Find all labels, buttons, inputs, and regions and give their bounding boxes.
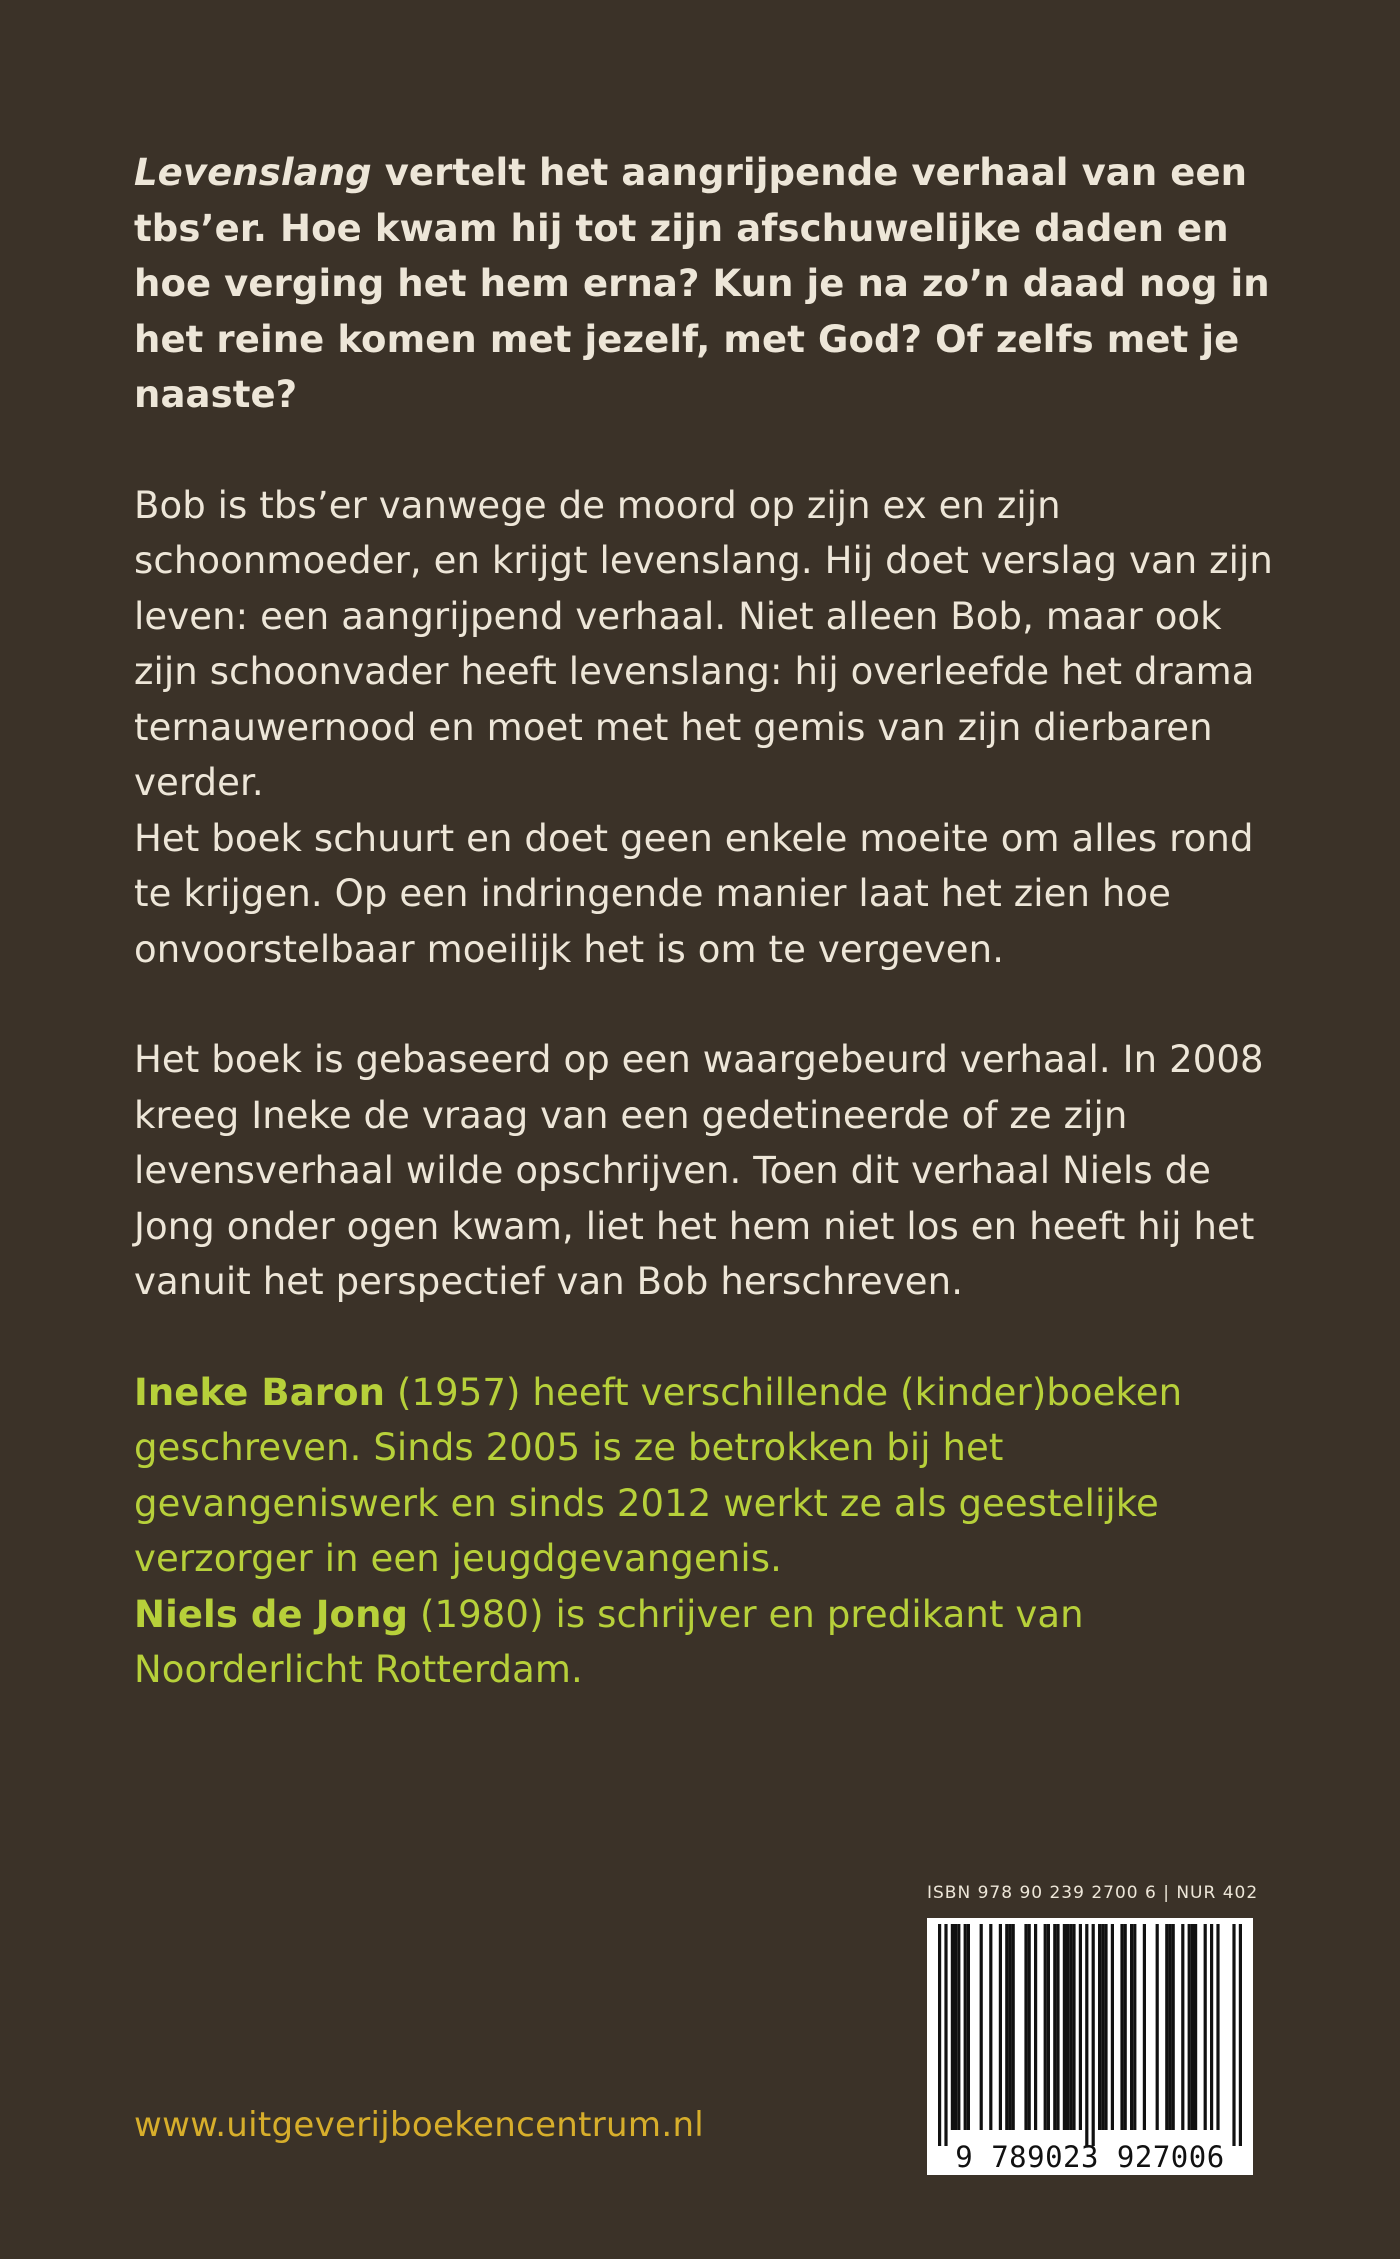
barcode-bar	[951, 1924, 954, 2130]
barcode-bar	[1130, 1924, 1133, 2130]
barcode-bar	[1172, 1924, 1175, 2130]
barcode-bar	[1191, 1924, 1194, 2130]
background-paragraph: Het boek is gebaseerd op een waargebeurd verhaal. In 2008 kreeg Ineke de vraag van een gedetineerde of ze zijn levensverhaal wilde opschrijven. Toen dit verhaal Niels de Jong onder ogen kwam, liet het hem niet los en heeft hij het vanuit het perspectief van Bob herschreven.	[134, 1038, 1264, 1303]
barcode-bar	[1069, 1924, 1072, 2130]
barcode-bar	[1047, 1924, 1050, 2130]
barcode-bars	[927, 1918, 1253, 2175]
barcode-bar	[1181, 1924, 1184, 2130]
barcode-bar	[1079, 1924, 1082, 2130]
barcode-bar	[1239, 1924, 1242, 2146]
barcode-bar	[967, 1924, 970, 2130]
barcode-bar	[1124, 1924, 1127, 2130]
barcode-bar	[1133, 1924, 1136, 2130]
barcode-bar	[1165, 1924, 1168, 2130]
barcode-bar	[1188, 1924, 1191, 2130]
intro-text: vertelt het aangrijpende verhaal van een tbs’er. Hoe kwam hij tot zijn afschuwelijke daden en hoe verging het hem erna? Kun je na zo’n daad nog in het reine komen met jezelf, met God? Of zelfs met je naaste?	[134, 151, 1270, 416]
barcode-bar	[1008, 1924, 1011, 2130]
isbn-block	[927, 1882, 1259, 2175]
barcode-bar	[1156, 1924, 1159, 2130]
barcode-bar	[1012, 1924, 1015, 2130]
barcode-bar	[964, 1924, 967, 2130]
author-bio-1	[134, 1365, 1274, 1587]
barcode-bar	[999, 1924, 1002, 2130]
summary-paragraph-1: Bob is tbs’er vanwege de moord op zijn ex en zijn schoonmoeder, en krijgt levenslang. Hij doet verslag van zijn leven: een aangrijpend verhaal. Niet alleen Bob, maar ook zijn schoonvader heeft levenslang: hij overleefde het drama ternauwernood en moet met het gemis van zijn dierbaren verder.	[134, 483, 1273, 804]
barcode-bar	[1120, 1924, 1123, 2130]
intro-paragraph	[134, 145, 1274, 423]
barcode-bar	[1210, 1924, 1213, 2130]
barcode-bar	[1024, 1924, 1027, 2130]
barcode-bar	[980, 1924, 983, 2130]
barcode-bar	[1056, 1924, 1059, 2130]
author-name-2: Niels de Jong	[134, 1592, 409, 1636]
isbn-line: ISBN 978 90 239 2700 6 | NUR 402	[927, 1883, 1259, 1903]
barcode-number: 9 789023 927006	[955, 2140, 1225, 2174]
barcode-bar	[1072, 1924, 1075, 2130]
barcode-bar	[1168, 1924, 1171, 2130]
barcode-bar	[1111, 1924, 1114, 2130]
barcode-bar	[1143, 1924, 1146, 2130]
barcode-bar	[944, 1924, 947, 2146]
book-title-italic: Levenslang	[134, 151, 372, 194]
barcode-bar	[1005, 1924, 1008, 2130]
barcode	[927, 1918, 1253, 2175]
barcode-bar	[1044, 1924, 1047, 2130]
author-name-1: Ineke Baron	[134, 1370, 386, 1414]
author-bio-text-1: (1957) heeft verschillende (kinder)boeken geschreven. Sinds 2005 is ze betrokken bij het gevangeniswerk en sinds 2012 werkt ze als geestelijke verzorger in een jeugdgevangenis.	[134, 1370, 1183, 1580]
barcode-bar	[1232, 1924, 1235, 2146]
barcode-bar	[954, 1924, 957, 2130]
barcode-bar	[1066, 1924, 1069, 2130]
barcode-bar	[1063, 1924, 1066, 2130]
barcode-bar	[1101, 1924, 1104, 2130]
author-bio-text-2: (1980) is schrijver en predikant van Noorderlicht Rotterdam.	[134, 1592, 1084, 1691]
barcode-bar	[1194, 1924, 1197, 2130]
barcode-bar	[1053, 1924, 1056, 2130]
barcode-bar	[1028, 1924, 1031, 2130]
summary-paragraph-2: Het boek schuurt en doet geen enkele moeite om alles rond te krijgen. Op een indringende manier laat het zien hoe onvoorstelbaar moeilijk het is om te vergeven.	[134, 816, 1254, 971]
author-bio-2	[134, 1587, 1274, 1698]
barcode-bar	[1216, 1924, 1219, 2130]
barcode-bar	[1098, 1924, 1101, 2130]
barcode-bar	[1092, 1924, 1095, 2146]
barcode-bar	[957, 1924, 960, 2130]
back-cover-text	[134, 145, 1274, 1698]
barcode-bar	[938, 1924, 941, 2146]
barcode-bar	[989, 1924, 992, 2130]
barcode-bar	[1204, 1924, 1207, 2130]
barcode-bar	[1034, 1924, 1037, 2130]
publisher-website: www.uitgeverijboekencentrum.nl	[134, 2105, 705, 2145]
barcode-bar	[1104, 1924, 1107, 2130]
barcode-bar	[1085, 1924, 1088, 2146]
